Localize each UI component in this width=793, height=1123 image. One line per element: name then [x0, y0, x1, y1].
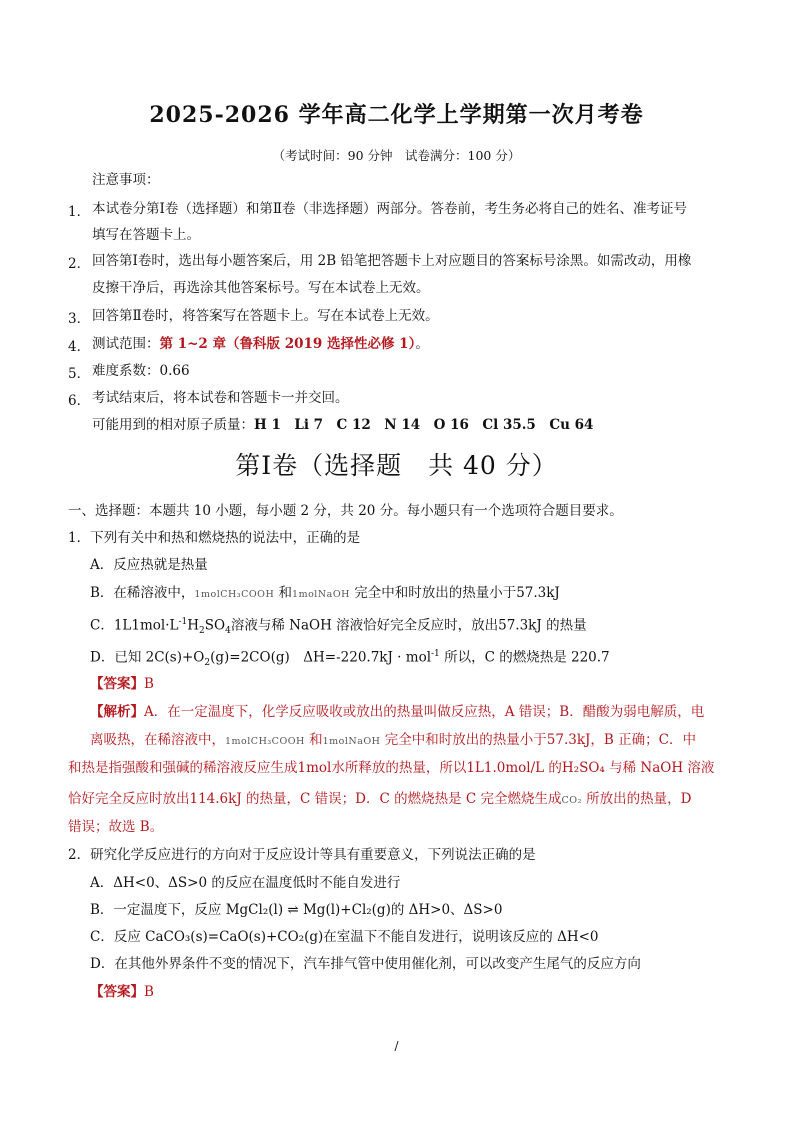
analysis-text: 离吸热，在稀溶液中，: [90, 732, 225, 748]
note-number: 2．: [68, 256, 91, 272]
analysis-text: 完全中和时放出的热量小于57.3kJ，B 正确；C．中: [380, 732, 696, 748]
analysis-line: [90, 731, 696, 751]
analysis-text: 恰好完全反应时放出114.6kJ 的热量，C 错误；D．C 的燃烧热是 C 完全燃烧生成: [68, 791, 562, 807]
analysis-line: [68, 790, 692, 810]
section-title: 第Ⅰ卷（选择题 共 40 分）: [235, 451, 558, 480]
subscript: 2: [199, 626, 205, 637]
answer-value: B: [144, 676, 154, 692]
option-d: [90, 645, 610, 672]
notes-heading: 注意事项：: [92, 172, 160, 188]
note-text: 难度系数：0.66: [92, 363, 190, 379]
answer-line: [90, 675, 154, 693]
note-text: 回答第Ⅰ卷时，选出每小题答案后，用 2B 铅笔把答题卡上对应题目的答案标号涂黑。如需改动，用橡: [92, 253, 692, 269]
option-b: B．一定温度下，反应 MgCl₂(l) ⇌ Mg(l)+Cl₂(g)的 ΔH>0、ΔS>0: [90, 902, 503, 918]
analysis-text: 和热是指强酸和强碱的稀溶液反应生成1mol水所释放的热量，所以1L1.0mol/L 的: [68, 760, 562, 776]
answer-label: 【答案】: [90, 676, 144, 692]
part-intro: 一、选择题：本题共 10 小题，每小题 2 分，共 20 分。每小题只有一个选项符合题目要求。: [68, 503, 623, 519]
superscript: -1: [178, 617, 188, 627]
subscript: 2: [204, 658, 211, 669]
exam-info: （考试时间：90 分钟 试卷满分：100 分）: [272, 148, 521, 163]
analysis-text: 和: [304, 732, 323, 748]
answer-value: B: [144, 984, 154, 1000]
question-stem: 1．下列有关中和热和燃烧热的说法中，正确的是: [68, 530, 361, 546]
note-text: 皮擦干净后，再选涂其他答案标号。写在本试卷上无效。: [92, 280, 430, 296]
atomic-mass-line: [92, 416, 593, 434]
note-prefix: 测试范围：: [92, 336, 160, 352]
analysis-text: 与稀 NaOH 溶液: [604, 760, 715, 776]
note-text: 考试结束后，将本试卷和答题卡一并交回。: [92, 390, 349, 406]
option-d: D．在其他外界条件不变的情况下，汽车排气管中使用催化剂，可以改变产生尾气的反应方向: [90, 956, 641, 972]
analysis-text: A．在一定温度下，化学反应吸收或放出的热量叫做反应热，A 错误；B．醋酸为弱电解质，电: [144, 704, 705, 720]
option-c: C．反应 CaCO₃(s)=CaO(s)+CO₂(g)在室温下不能自发进行，说明该反应的 ΔH<0: [90, 929, 599, 945]
formula-ch3cooh: 1molCH₃COOH: [225, 736, 305, 747]
option-a: A．ΔH<0、ΔS>0 的反应在温度低时不能自发进行: [90, 875, 401, 891]
note-text: 本试卷分第Ⅰ卷（选择题）和第Ⅱ卷（非选择题）两部分。答卷前，考生务必将自己的姓名、准考证号: [92, 201, 688, 217]
option-d-text: 所以，C 的燃烧热是 220.7: [439, 649, 610, 666]
analysis-text: 所放出的热量，D: [581, 791, 692, 807]
option-b-mid: 和: [274, 585, 293, 601]
option-b-suffix: 完全中和时放出的热量小于57.3kJ: [349, 585, 560, 601]
option-b-prefix: B．在稀溶液中，: [90, 585, 195, 601]
option-d-text: D．已知 2C(s)+O: [90, 649, 205, 666]
option-b: [90, 584, 560, 604]
option-c-text: 溶液与稀 NaOH 溶液恰好完全反应时，放出57.3kJ 的热量: [230, 617, 587, 634]
question-stem: 2．研究化学反应进行的方向对于反应设计等具有重要意义，下列说法正确的是: [68, 847, 536, 863]
formula-h2so4: H₂SO₄: [561, 760, 605, 776]
subscript: 4: [225, 626, 231, 637]
option-a: A．反应热就是热量: [90, 557, 208, 573]
analysis-label: 【解析】: [90, 704, 144, 720]
option-c-text: H: [187, 617, 200, 634]
note-number: 1．: [68, 204, 91, 220]
superscript: -1: [431, 649, 440, 659]
note-text: [92, 335, 429, 353]
note-suffix: 。: [415, 336, 429, 352]
option-c-text: C．1L1mol·L: [90, 617, 179, 634]
formula-naoh: 1molNaOH: [322, 736, 381, 747]
page-number: /: [394, 1039, 399, 1053]
option-c: [90, 613, 587, 640]
page-title: 2025-2026 学年高二化学上学期第一次月考卷: [149, 102, 644, 128]
note-text: 填写在答题卡上。: [92, 227, 200, 243]
analysis-line: [90, 703, 704, 721]
note-number: 3．: [68, 311, 91, 327]
formula-naoh: 1molNaOH: [292, 589, 350, 600]
answer-label: 【答案】: [90, 984, 144, 1000]
atomic-mass-values: H 1 Li 7 C 12 N 14 O 16 Cl 35.5 Cu 64: [254, 417, 594, 433]
answer-line: [90, 983, 154, 1001]
note-number: 4．: [68, 339, 91, 355]
note-number: 6．: [68, 393, 91, 409]
atomic-mass-label: 可能用到的相对原子质量：: [92, 417, 254, 433]
option-c-text: SO: [204, 617, 226, 634]
note-text: 回答第Ⅱ卷时，将答案写在答题卡上。写在本试卷上无效。: [92, 308, 439, 324]
formula-ch3cooh: 1molCH₃COOH: [194, 589, 275, 600]
option-d-text: (g)=2CO(g) ΔH=-220.7kJ · mol: [210, 649, 432, 666]
analysis-line: 错误；故选 B。: [68, 819, 164, 835]
note-number: 5．: [68, 366, 91, 382]
analysis-line: [68, 759, 714, 777]
test-scope: 第 1~2 章（鲁科版 2019 选择性必修 1）: [159, 336, 416, 352]
formula-co2: CO₂: [561, 795, 582, 806]
